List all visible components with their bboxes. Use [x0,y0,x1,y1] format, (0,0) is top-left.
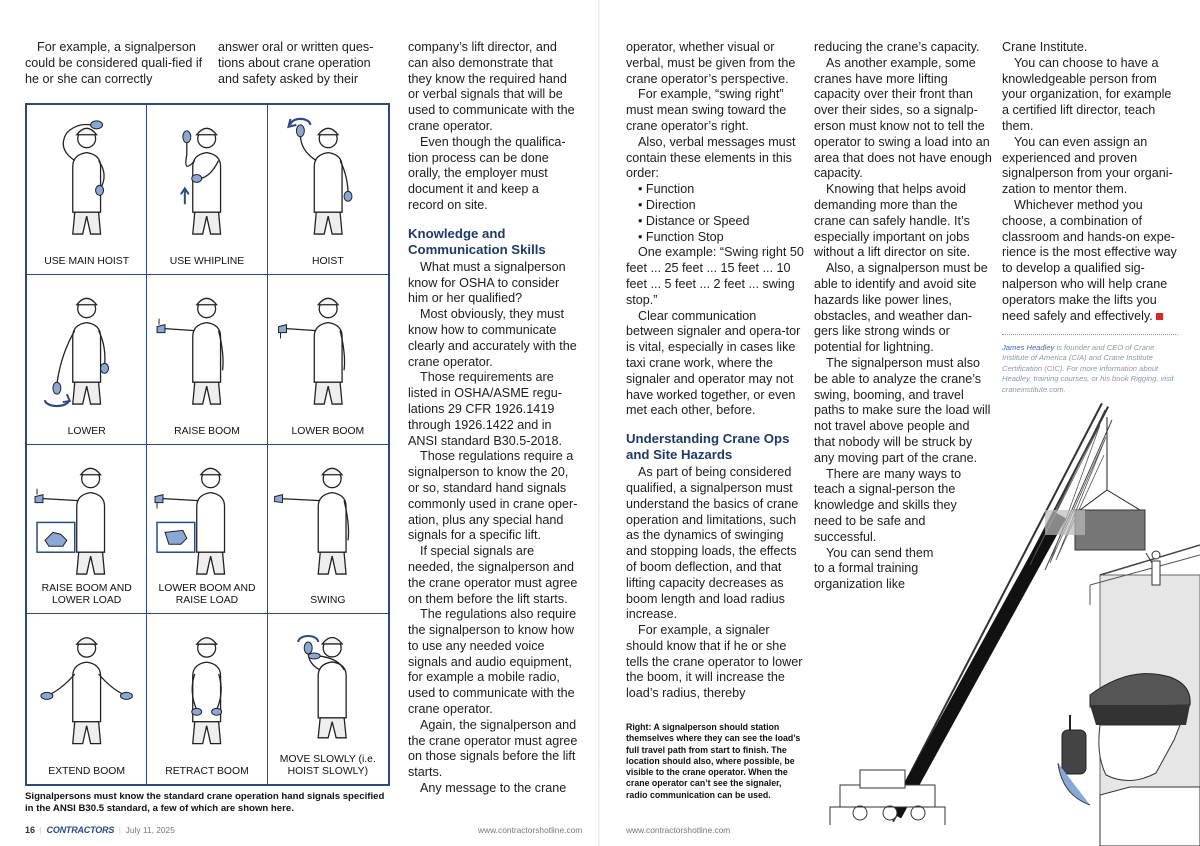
verbal-elements-list [626,182,804,245]
section-heading: Knowledge and Communication Skills [408,225,546,257]
signalperson-figure-icon [147,105,266,274]
signal-retract-boom [147,614,267,784]
signalperson-figure-icon [268,275,388,444]
paragraph: company’s lift director, and can also demonstrate that they know the required hand or verbal signals that will be used to communicate with the crane operator. [408,40,575,133]
photo-caption: Right: A signalperson should station themselves where they can see the load’s full travel path from start to finish. The location should also, where possible, be visible to the crane operator. When the crane operator can’t see the signaler, radio communication can be used. [626,722,801,800]
author-bio [1002,343,1182,395]
paragraph: Most obviously, they must know how to communicate clearly and accurately with the crane operator. [408,307,577,369]
paragraph: If special signals are needed, the signalperson and the crane operator must agree on them before the lift starts. [408,544,578,606]
signal-label: LOWER [67,425,106,437]
paragraph [1002,198,1180,324]
paragraph: There are many ways to teach a signal-person the knowledge and skills they need to be safe and successful. [814,466,962,544]
signal-raise-boom [147,275,267,445]
paragraph: Knowing that helps avoid demanding more than the crane can safely handle. It’s especially important on jobs without a lift director on site. [814,182,971,260]
paragraph: Also, a signalperson must be able to identify and avoid site hazards like power lines, obstacles, and weather dan-gers like strong winds or potential for lightning. [814,261,988,355]
paragraph: operator, whether visual or verbal, must be given from the crane operator’s perspective. [626,40,796,86]
signal-label: RAISE BOOM AND LOWER LOAD [41,583,132,607]
paragraph: Also, verbal messages must contain these elements in this order: [626,134,796,181]
signal-raise-boom-lower-load [27,445,147,615]
signal-extend-boom [27,614,147,784]
right-col3 [1002,40,1180,324]
brand-logo: CONTRACTORS [46,825,115,835]
signal-label: LOWER BOOM AND RAISE LOAD [158,583,256,607]
signal-label: SWING [310,595,346,607]
bio-text: is founder and CEO of Crane Institute of America (CIA) and Crane Institute Certification (CIC). For more information about Headley, training courses, or his book Rigging, visit craneinstitute.com. [1002,343,1174,394]
paragraph: answer oral or written ques-tions about crane operation and safety asked by their [218,40,374,86]
paragraph: Clear communication between signaler and opera-tor is vital, especially in cases like taxi crane work, where the signaler and operator may not have worked together, or even met each other, before. [626,308,801,418]
signal-label: USE MAIN HOIST [44,255,130,267]
paragraph: As another example, some cranes have more lifting capacity over their front than over their sides, so a signalp-erson must know not to tell the operator to swing a load into an area that does not have enough capacity. [814,55,992,181]
author-name: James Headley [1002,343,1055,352]
signal-swing [268,445,388,615]
paragraph: You can send them to a formal training organization like [814,545,934,592]
paragraph: Any message to the crane [420,781,567,796]
right-col2 [814,40,992,593]
paragraph: You can choose to have a knowledgeable person from your organization, for example a certified lift director, teach them. [1002,55,1172,133]
paragraph: For example, a signalperson could be considered quali-fied if he or she can correctly [25,40,203,86]
signalperson-figure-icon [268,445,388,614]
signal-use-whipline [147,105,267,275]
left-footer: 16 | CONTRACTORS | July 11, 2025 [25,825,175,835]
paragraph: Even though the qualifica-tion process can be done orally, the employer must document it and keep a record on site. [408,134,566,212]
page-number: 16 [25,825,36,835]
issue-date: July 11, 2025 [125,825,175,835]
signal-label: EXTEND BOOM [48,766,126,777]
signalperson-figure-icon [27,275,146,444]
paragraph: You can even assign an experienced and proven signalperson from your organi-zation to mentor them. [1002,134,1173,197]
paragraph: For example, “swing right” must mean swing toward the crane operator’s right. [626,87,787,133]
paragraph: Again, the signalperson and the crane operator must agree on those signals before the lift starts. [408,717,578,780]
left-col2-intro [218,40,388,87]
left-col1-intro [25,40,205,87]
list-item: • Function [638,182,804,198]
list-item: • Distance or Speed [638,214,804,230]
paragraph: Crane Institute. [1002,40,1088,54]
signal-label: RETRACT BOOM [165,766,249,777]
signal-label: RAISE BOOM [174,425,240,437]
signal-use-main-hoist [27,105,147,275]
signal-lower-boom [268,275,388,445]
paragraph: Those regulations require a signalperson to know the 20, or so, standard hand signals commonly used in crane oper-ation, plus any special hand signals for a specific lift. [408,449,578,543]
signal-label: LOWER BOOM [291,425,365,437]
section-heading: Understanding Crane Ops and Site Hazards [626,431,790,463]
hand-signal-chart [25,103,390,786]
signalperson-figure-icon [27,105,146,274]
signal-move-slowly [268,614,388,784]
list-item: • Function Stop [638,230,804,246]
end-mark-icon [1156,313,1163,320]
paragraph: The regulations also require the signalperson to know how to use any needed voice signals and audio equipment, for example a mobile radio, used to communicate with the crane operator. [408,607,577,717]
closing-text: Whichever method you choose, a combination of classroom and hands-on expe-rience is the most effective way to develop a qualified sig-nalperson who will help crane operators make the lifts you need safely and effectively. [1002,197,1177,323]
signal-lower [27,275,147,445]
signal-hoist [268,105,388,275]
right-col1 [626,40,804,702]
signalperson-figure-icon [147,614,266,784]
paragraph: For example, a signaler should know that if he or she tells the crane operator to lower the boom, it will increase the load’s radius, thereby [626,623,803,701]
chart-caption: Signalpersons must know the standard crane operation hand signals specified in the ANSI B30.5 standard, a few of which are shown here. [25,791,385,814]
signalperson-figure-icon [268,105,388,274]
paragraph: reducing the crane’s capacity. [814,40,980,54]
paragraph: One example: “Swing right 50 feet ... 25 feet ... 15 feet ... 10 feet ... 5 feet ... 2 feet ... swing stop.” [626,245,804,307]
right-footer-url[interactable]: www.contractorshotline.com [626,825,731,835]
signal-label: USE WHIPLINE [169,255,245,267]
signalperson-figure-icon [27,614,146,784]
signal-label: HOIST [311,255,344,267]
signalperson-figure-icon [147,275,266,444]
signal-label: MOVE SLOWLY (i.e. HOIST SLOWLY) [279,754,376,777]
right-page [600,0,1200,846]
paragraph: The signalperson must also be able to analyze the crane’s swing, booming, and travel paths to make sure the load will not travel above people and that nobody will be struck by any moving part of the crane. [814,355,991,465]
list-item: • Direction [638,198,804,214]
left-col3 [408,40,578,797]
signal-lower-boom-raise-load [147,445,267,615]
paragraph: Those requirements are listed in OSHA/ASME regu-lations 29 CFR 1926.1419 through 1926.1422 and in ANSI standard B30.5-2018. [408,370,563,448]
paragraph: As part of being considered qualified, a signalperson must understand the basics of crane operation and limitations, such as the dynamics of swinging and stopping loads, the effects of boom deflection, and that lifting capacity decreases as boom length and load radius increase. [626,465,799,622]
left-footer-url[interactable]: www.contractorshotline.com [478,825,583,835]
divider [1002,334,1178,335]
paragraph: What must a signalperson know for OSHA to consider him or her qualified? [408,259,566,306]
